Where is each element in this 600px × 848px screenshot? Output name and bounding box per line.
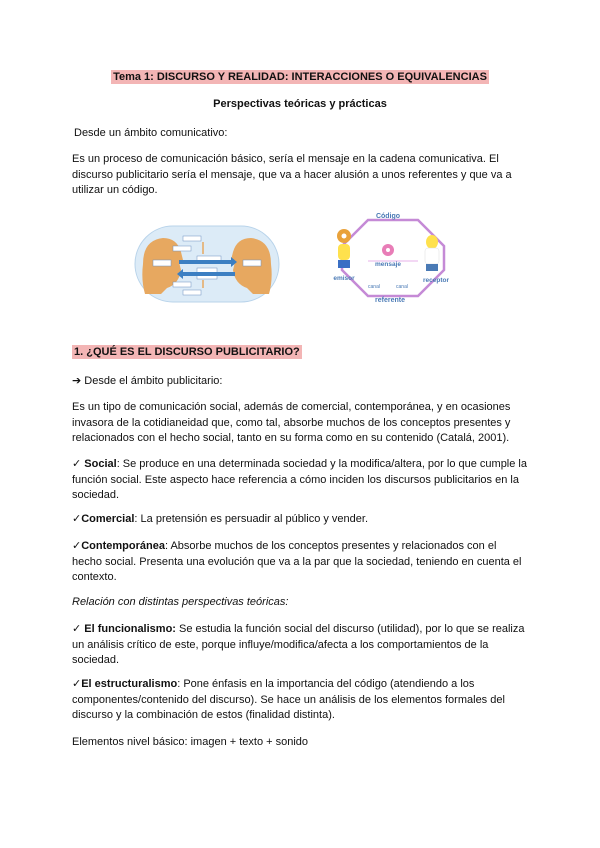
label-box-top-1 xyxy=(183,236,201,241)
communication-diagram-octagon xyxy=(328,206,458,306)
funcionalismo-text: Se estudia la función social del discurso (utilidad), por lo que se realiza un análisis crítico de este, porque influye/modifica/afecta a los comportamientos de la sociedad. xyxy=(72,623,525,666)
check-icon: ✓ xyxy=(72,678,82,690)
social-paragraph xyxy=(72,457,528,504)
intro-heading: Desde un ámbito comunicativo: xyxy=(74,127,228,139)
label-box-top-2 xyxy=(173,246,191,251)
communication-diagram-heads xyxy=(133,222,281,306)
label-box-right xyxy=(243,260,261,266)
check-icon: ✓ xyxy=(72,458,85,470)
label-referente: referente xyxy=(375,297,405,304)
label-box-bottom-2 xyxy=(183,290,201,295)
label-canal-right: canal xyxy=(396,284,408,290)
funcionalismo-paragraph xyxy=(72,622,528,669)
label-mensaje: mensaje xyxy=(374,261,402,268)
social-text: : Se produce en una determinada sociedad y la modifica/altera, por lo que cumple la función social. Este aspecto hace referencia a cómo inciden los discursos publicitarios en la sociedad. xyxy=(72,458,527,501)
document-subtitle: Perspectivas teóricas y prácticas xyxy=(213,98,387,110)
definition-paragraph: Es un tipo de comunicación social, además de comercial, contemporánea, y en ocasiones invasora de la cotidianeidad que, como tal, absorbe muchos de los conceptos presentes y relacionados con el hecho social, tanto en su forma como en su contenido (Catalá, 2001). xyxy=(72,401,511,444)
label-box-left xyxy=(153,260,171,266)
arrow-item: ➔ Desde el ámbito publicitario: xyxy=(72,375,223,387)
check-icon: ✓ xyxy=(72,540,82,552)
contemporanea-paragraph xyxy=(72,539,528,586)
receptor-head xyxy=(426,235,438,249)
receptor-figure xyxy=(425,248,439,264)
estructuralismo-label: El estructuralismo xyxy=(81,678,178,690)
contemporanea-label: Contemporánea xyxy=(81,540,165,552)
label-codigo: Código xyxy=(375,213,401,220)
emisor-figure xyxy=(338,244,350,260)
label-box-bottom-1 xyxy=(173,282,191,287)
label-receptor: receptor xyxy=(422,277,450,284)
check-icon: ✓ xyxy=(72,513,82,525)
elements-line: Elementos nivel básico: imagen + texto + sonido xyxy=(72,736,309,748)
comercial-text: : La pretensión es persuadir al público y vender. xyxy=(134,513,369,525)
estructuralismo-paragraph xyxy=(72,677,528,724)
section-title-text: 1. ¿QUÉ ES EL DISCURSO PUBLICITARIO? xyxy=(74,346,300,358)
document-title xyxy=(0,71,600,83)
contemporanea-text: : Absorbe muchos de los conceptos presentes y relacionados con el hecho social. Presenta una evolución que va a la par que la sociedad, teniendo en cuenta el contexto. xyxy=(72,540,522,583)
label-emisor: emisor xyxy=(333,275,355,282)
check-icon: ✓ xyxy=(72,623,85,635)
comercial-label: Comercial xyxy=(81,513,135,525)
social-label: Social xyxy=(84,458,117,470)
document-title-text: Tema 1: DISCURSO Y REALIDAD: INTERACCIONES O EQUIVALENCIAS xyxy=(113,71,487,83)
section-title xyxy=(72,346,302,358)
comercial-paragraph xyxy=(72,512,528,528)
funcionalismo-label: El funcionalismo: xyxy=(84,623,176,635)
estructuralismo-text: : Pone énfasis en la importancia del código (atendiendo a los componentes/contenido del discurso). Se hace un análisis de los elementos formales del discurso y la combinación de estos (finalidad distinta). xyxy=(72,678,505,721)
label-canal-left: canal xyxy=(368,284,380,290)
intro-paragraph: Es un proceso de comunicación básico, sería el mensaje en la cadena comunicativa. El discurso publicitario sería el mensaje, que va a hacer alusión a unos referentes y que va a utilizar un código. xyxy=(72,153,512,196)
relation-heading: Relación con distintas perspectivas teóricas: xyxy=(72,596,289,608)
